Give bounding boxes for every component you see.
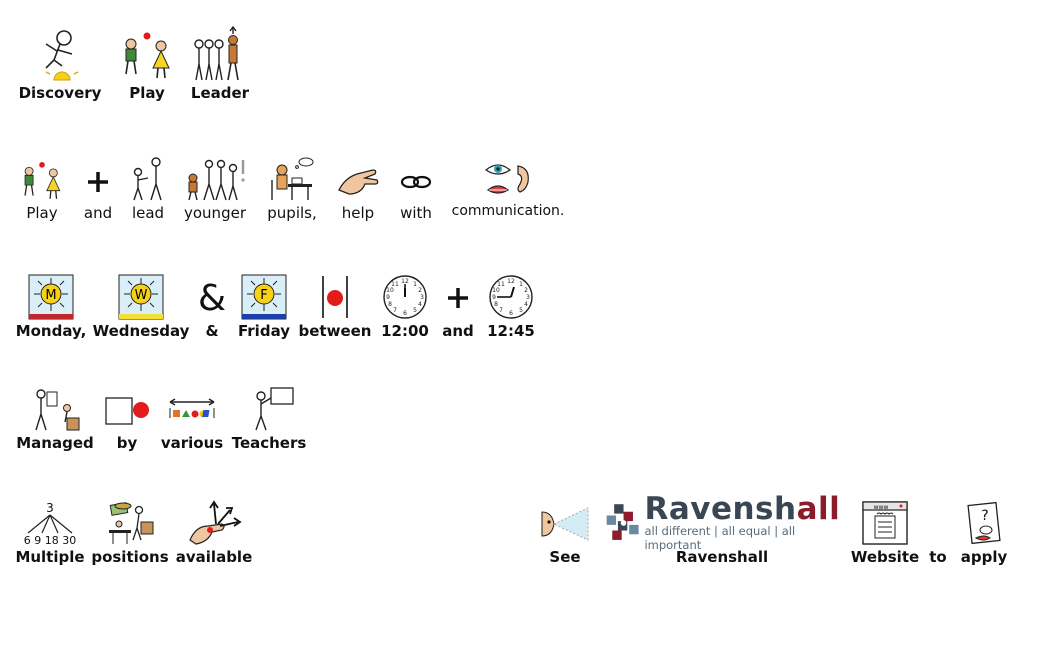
word-1245 — [488, 274, 534, 340]
day-letter: W — [134, 288, 148, 303]
word-label: Discovery — [18, 84, 102, 102]
word-available — [175, 500, 253, 566]
word-label: lead — [131, 204, 165, 222]
word-label: Website — [850, 548, 920, 566]
word-label: positions — [91, 548, 169, 566]
teacher-icon — [241, 386, 297, 432]
website-icon — [861, 500, 909, 546]
word-various — [160, 390, 224, 452]
word-label: with — [400, 204, 432, 222]
available-icon — [186, 500, 242, 546]
link-icon — [396, 160, 436, 202]
word-friday — [238, 274, 291, 340]
svg-text:1: 1 — [519, 281, 523, 288]
leader-icon — [191, 26, 249, 82]
word-label: Leader — [190, 84, 250, 102]
play-icon — [119, 30, 175, 82]
word-play-2 — [20, 160, 64, 222]
svg-text:8: 8 — [494, 301, 498, 308]
word-website — [852, 500, 918, 566]
word-label: Play — [129, 84, 165, 102]
multiple-icon — [20, 500, 80, 546]
clock-icon — [382, 274, 428, 320]
svg-text:10: 10 — [492, 287, 500, 294]
word-positions — [91, 500, 169, 566]
plus-icon — [442, 274, 474, 320]
word-label: Teachers — [231, 434, 307, 452]
apply-form-icon — [964, 500, 1004, 546]
word-to — [926, 520, 950, 566]
svg-text:9: 9 — [492, 294, 496, 301]
word-and-2 — [442, 274, 474, 340]
clock-icon — [488, 274, 534, 320]
wordmark-dark: Ravensh — [644, 491, 797, 527]
word-1200 — [382, 274, 428, 340]
positions-icon — [105, 500, 155, 546]
svg-text:5: 5 — [413, 307, 417, 314]
svg-text:7: 7 — [499, 307, 503, 314]
word-label: various — [160, 434, 224, 452]
monday-sun-icon — [28, 274, 74, 320]
word-label: Friday — [238, 322, 291, 340]
word-monday — [15, 274, 87, 340]
word-leader — [190, 26, 250, 102]
day-letter: M — [45, 288, 57, 303]
lead-icon — [128, 156, 168, 202]
see-icon — [540, 502, 590, 546]
word-see — [540, 502, 590, 566]
word-label: and — [83, 204, 113, 222]
various-shapes-icon — [166, 390, 218, 432]
word-apply — [960, 500, 1008, 566]
svg-text:2: 2 — [418, 287, 422, 294]
help-hand-icon — [335, 160, 381, 202]
discovery-icon — [36, 26, 84, 82]
word-label: to — [929, 548, 947, 566]
svg-text:12: 12 — [507, 278, 515, 285]
svg-text:11: 11 — [497, 281, 505, 288]
word-wednesday — [92, 274, 190, 340]
svg-text:4: 4 — [524, 301, 528, 308]
word-label: Wednesday — [92, 322, 190, 340]
word-between — [298, 274, 372, 340]
word-label: pupils, — [267, 204, 317, 222]
day-letter: F — [260, 288, 268, 303]
word-pupils — [264, 156, 320, 222]
word-play — [120, 30, 174, 102]
svg-text:8: 8 — [388, 301, 392, 308]
multiple-bottom-numbers: 6 9 18 30 — [23, 534, 77, 546]
svg-text:?: ? — [981, 508, 989, 524]
friday-sun-icon — [241, 274, 287, 320]
word-with — [396, 160, 436, 222]
managed-icon — [29, 386, 81, 432]
word-and — [80, 160, 116, 222]
svg-text:4: 4 — [418, 301, 422, 308]
plus-icon — [80, 160, 116, 202]
svg-text:1: 1 — [413, 281, 417, 288]
word-label: and — [442, 322, 474, 340]
svg-text:2: 2 — [524, 287, 528, 294]
svg-text:6: 6 — [403, 310, 407, 317]
younger-pupils-icon — [183, 156, 247, 202]
word-label: by — [116, 434, 138, 452]
svg-text:6: 6 — [509, 310, 513, 317]
word-label: apply — [960, 548, 1008, 566]
www-text: www — [873, 504, 889, 511]
ravenshall-logo — [601, 491, 843, 552]
word-discovery — [20, 26, 100, 102]
word-multiple — [15, 500, 85, 566]
ampersand-glyph: & — [198, 278, 226, 319]
word-ampersand — [198, 274, 226, 340]
word-label: 12:45 — [487, 322, 535, 340]
svg-text:5: 5 — [519, 307, 523, 314]
puzzle-logo-icon — [601, 501, 642, 545]
wednesday-sun-icon — [118, 274, 164, 320]
svg-text:3: 3 — [526, 294, 530, 301]
word-by — [104, 390, 150, 452]
communication-icon — [484, 160, 532, 200]
word-label: younger — [184, 204, 246, 222]
wordmark-accent: all — [796, 491, 841, 527]
svg-text:7: 7 — [393, 307, 397, 314]
word-label: 12:00 — [381, 322, 429, 340]
word-label: available — [175, 548, 253, 566]
svg-text:3: 3 — [420, 294, 424, 301]
word-label: communication. — [451, 203, 565, 219]
play-icon — [19, 160, 65, 202]
word-communication — [448, 160, 568, 220]
between-icon — [315, 274, 355, 320]
word-help — [336, 160, 380, 222]
by-icon — [104, 390, 150, 432]
word-label: Play — [26, 204, 58, 222]
ampersand-icon — [198, 274, 226, 320]
ravenshall-tagline: all different | all equal | all important — [644, 524, 796, 552]
word-label: Monday, — [15, 322, 87, 340]
word-label: Ravenshall — [675, 548, 769, 566]
svg-text:12: 12 — [401, 278, 409, 285]
word-teachers — [231, 386, 307, 452]
multiple-top-number: 3 — [46, 501, 54, 515]
svg-text:11: 11 — [391, 281, 399, 288]
word-label: & — [205, 322, 219, 340]
ravenshall-wordmark — [644, 491, 842, 527]
word-label: help — [341, 204, 375, 222]
word-lead — [128, 156, 168, 222]
ravenshall-logo-group — [602, 491, 842, 566]
word-label: Managed — [16, 434, 94, 452]
word-label: Multiple — [15, 548, 85, 566]
word-managed — [16, 386, 94, 452]
svg-text:9: 9 — [386, 294, 390, 301]
svg-text:10: 10 — [386, 287, 394, 294]
pupil-at-desk-icon — [268, 156, 316, 202]
word-younger — [182, 156, 248, 222]
word-label: See — [549, 548, 581, 566]
word-label: between — [298, 322, 372, 340]
